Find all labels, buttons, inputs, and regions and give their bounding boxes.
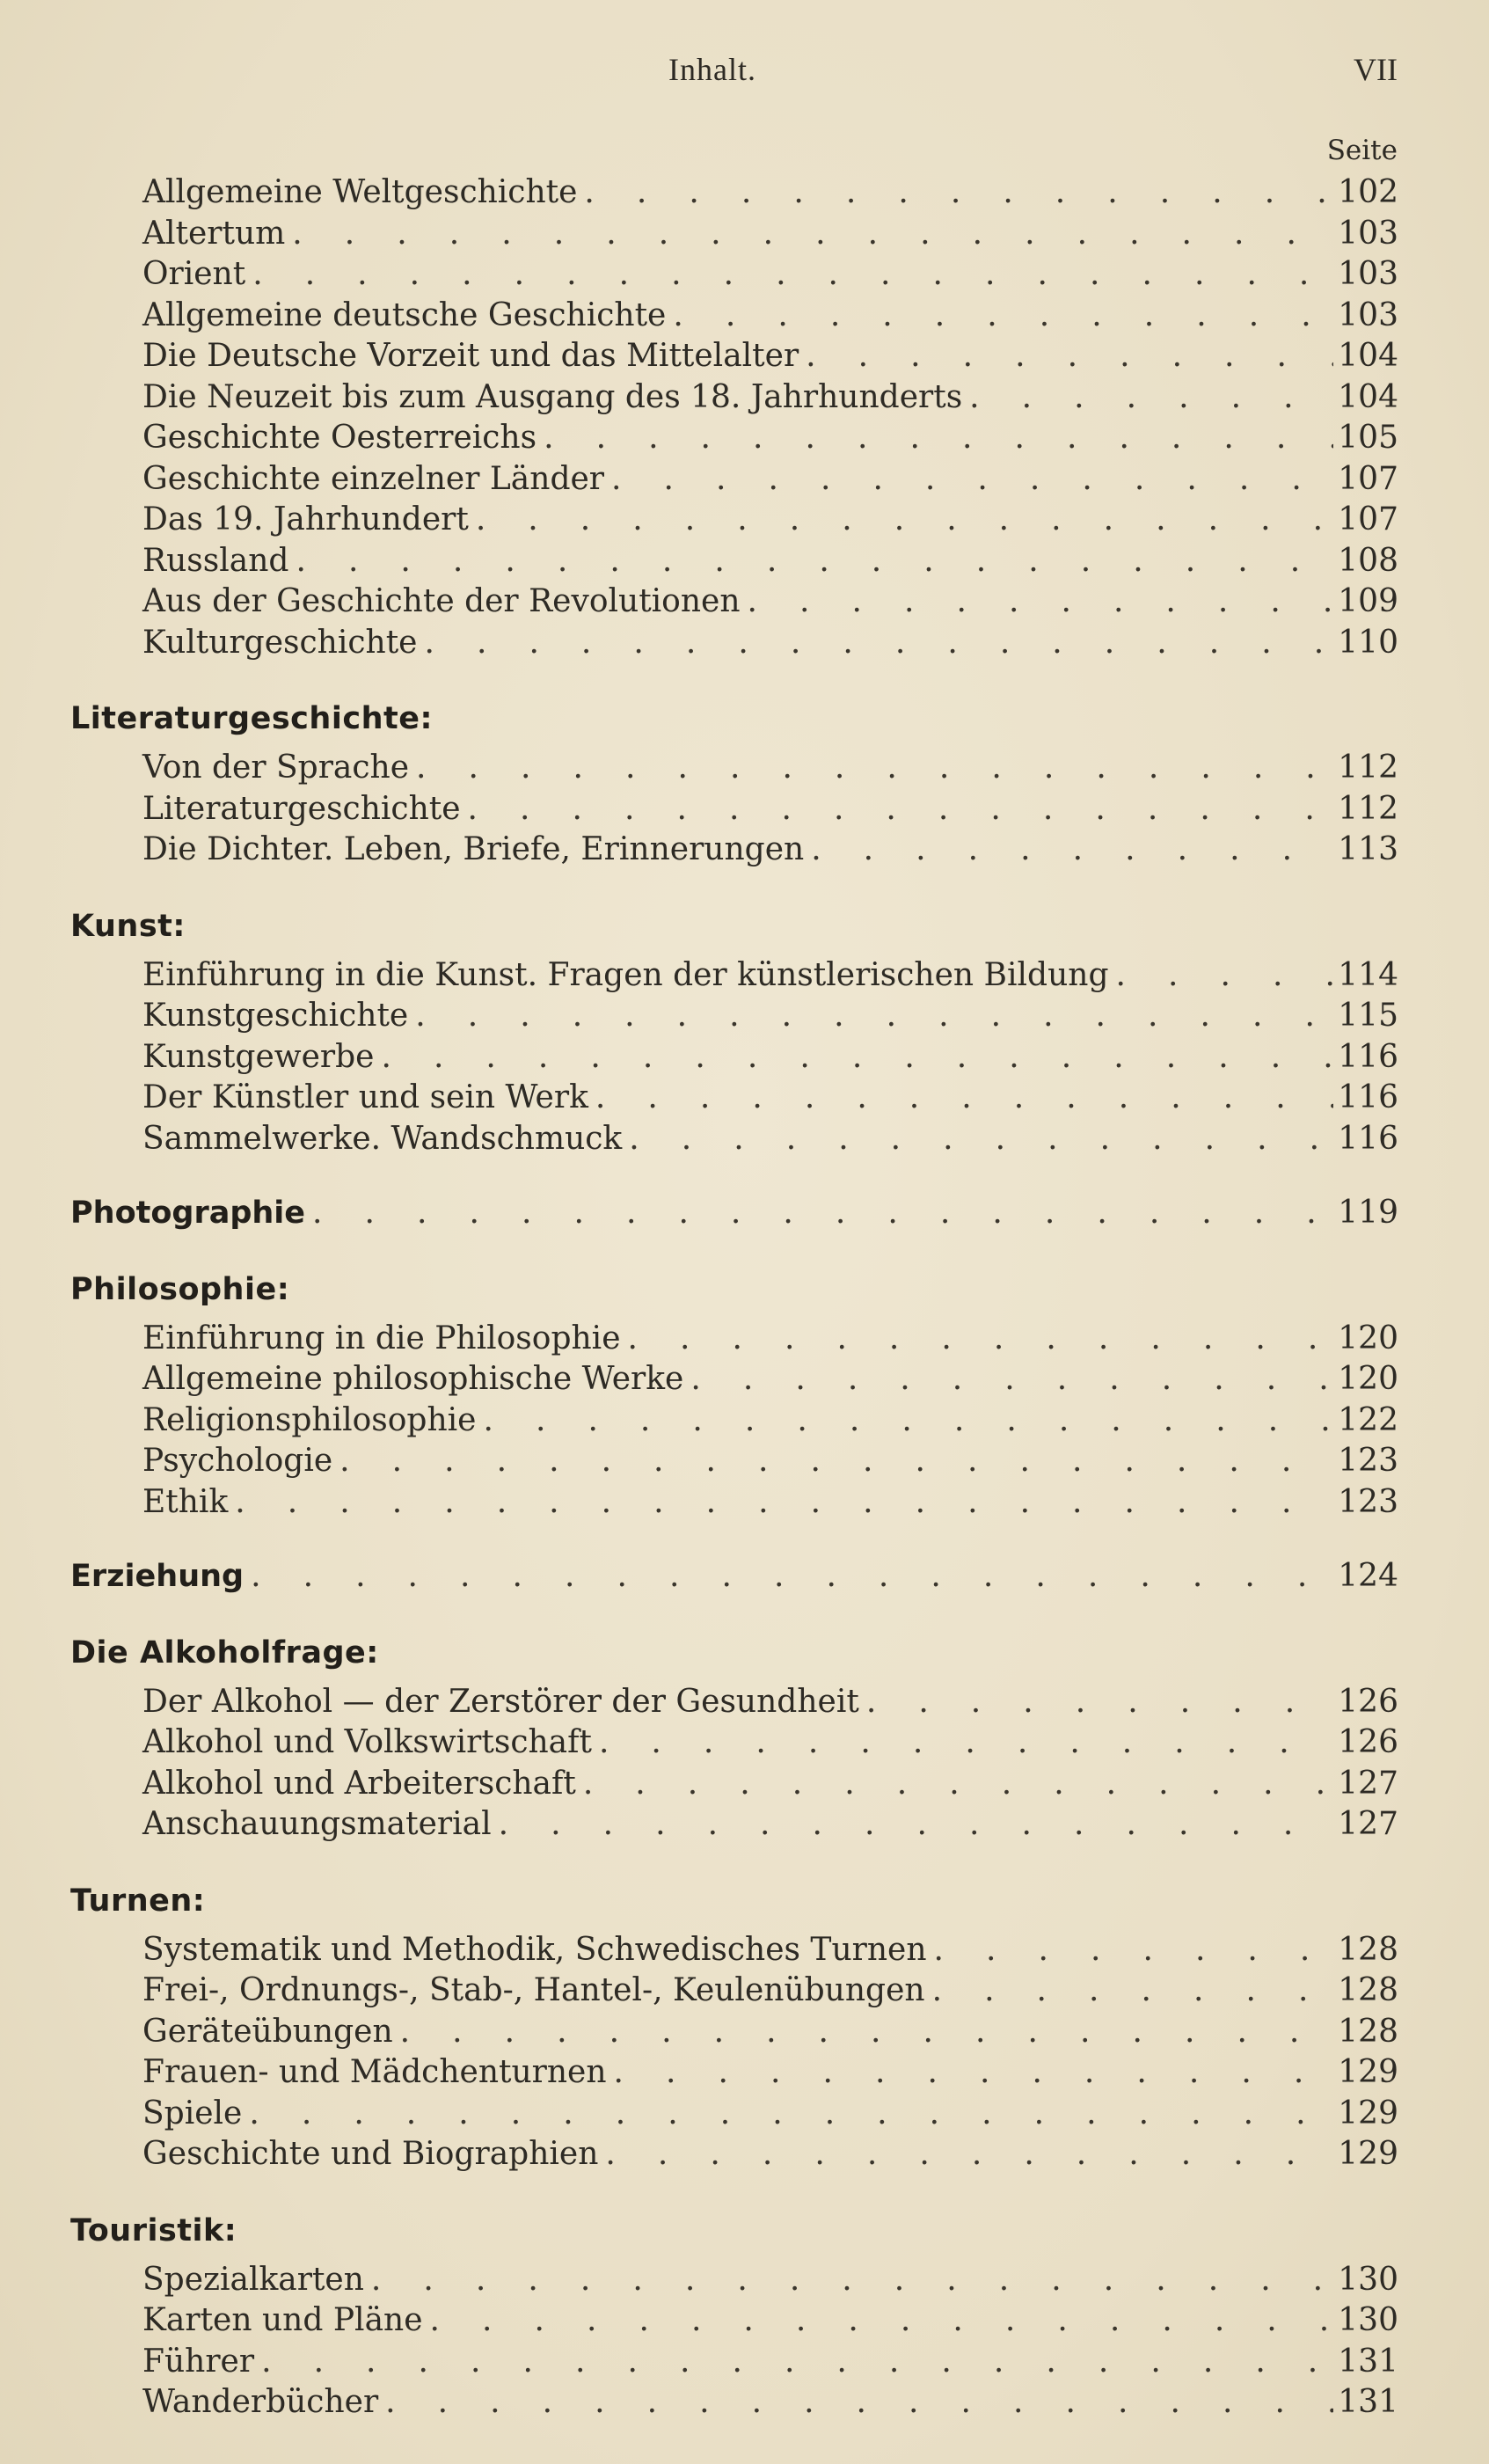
dot-leader bbox=[235, 1482, 1333, 1524]
toc-entry bbox=[70, 1482, 1398, 1524]
entry-page-number: 128 bbox=[1338, 2013, 1398, 2050]
entry-page-number: 116 bbox=[1338, 1079, 1398, 1115]
toc-entry bbox=[70, 1764, 1398, 1805]
dot-leader bbox=[932, 1970, 1333, 2012]
toc-entry bbox=[70, 2012, 1398, 2053]
entry-page-number: 115 bbox=[1338, 998, 1398, 1034]
entry-label: Allgemeine Weltgeschichte bbox=[142, 174, 578, 210]
entry-label: Frauen- und Mädchenturnen bbox=[142, 2054, 607, 2090]
toc-entry bbox=[70, 459, 1398, 501]
entry-label: Photographie bbox=[70, 1195, 306, 1231]
entry-label: Frei-, Ordnungs-, Stab-, Hantel-, Keulenübungen bbox=[142, 1972, 925, 2008]
entry-page-number: 124 bbox=[1338, 1558, 1398, 1594]
entry-label: Kunstgewerbe bbox=[142, 1038, 375, 1075]
entry-page-number: 104 bbox=[1338, 338, 1398, 374]
section-heading: Kunst: bbox=[70, 908, 186, 944]
entry-label: Die Dichter. Leben, Briefe, Erinnerungen bbox=[142, 831, 805, 867]
dot-leader bbox=[499, 1804, 1333, 1846]
dot-leader bbox=[934, 1930, 1333, 1971]
section-kunst bbox=[70, 904, 1398, 1160]
section-literaturgeschichte bbox=[70, 697, 1398, 871]
toc-entry bbox=[70, 748, 1398, 789]
entry-label: Spiele bbox=[142, 2095, 243, 2131]
dot-leader bbox=[261, 2342, 1333, 2383]
entry-page-number: 126 bbox=[1338, 1683, 1398, 1720]
toc-entry bbox=[70, 2094, 1398, 2135]
section-heading: Die Alkoholfrage: bbox=[70, 1634, 379, 1671]
entry-page-number: 126 bbox=[1338, 1724, 1398, 1760]
section-erziehung bbox=[70, 1556, 1398, 1598]
toc-entry bbox=[70, 172, 1398, 214]
entry-label: Von der Sprache bbox=[142, 749, 410, 786]
entry-page-number: 103 bbox=[1338, 215, 1398, 252]
toc-entry bbox=[70, 789, 1398, 830]
entry-page-number: 123 bbox=[1338, 1483, 1398, 1520]
entry-page-number: 107 bbox=[1338, 460, 1398, 497]
dot-leader bbox=[415, 996, 1333, 1037]
dot-leader bbox=[430, 2300, 1333, 2342]
entry-page-number: 128 bbox=[1338, 1931, 1398, 1968]
page-number: VII bbox=[1354, 52, 1398, 87]
dot-leader bbox=[595, 1078, 1333, 1119]
toc-entry bbox=[70, 336, 1398, 377]
section-spacer bbox=[70, 1846, 1398, 1879]
section-heading-entry bbox=[70, 1193, 1398, 1234]
toc-entry bbox=[70, 1804, 1398, 1846]
entry-label: Kunstgeschichte bbox=[142, 998, 409, 1034]
entry-label: Aus der Geschichte der Revolutionen bbox=[142, 583, 741, 619]
entry-page-number: 129 bbox=[1338, 2054, 1398, 2090]
entry-label: Literaturgeschichte bbox=[142, 790, 461, 827]
entry-label: Das 19. Jahrhundert bbox=[142, 501, 469, 537]
section-alkoholfrage bbox=[70, 1631, 1398, 1846]
dot-leader bbox=[584, 172, 1333, 214]
entry-page-number: 112 bbox=[1338, 790, 1398, 827]
section-heading: Philosophie: bbox=[70, 1271, 290, 1307]
entry-label: Führer bbox=[142, 2343, 255, 2380]
dot-leader bbox=[748, 581, 1333, 623]
dot-leader bbox=[385, 2382, 1333, 2424]
dot-leader bbox=[249, 2094, 1333, 2135]
dot-leader bbox=[400, 2012, 1333, 2053]
toc-entry bbox=[70, 377, 1398, 419]
toc-entry bbox=[70, 996, 1398, 1037]
entry-label: Anschauungsmaterial bbox=[142, 1806, 492, 1842]
entry-label: Sammelwerke. Wandschmuck bbox=[142, 1120, 623, 1157]
entry-label: Geschichte einzelner Länder bbox=[142, 460, 605, 497]
entry-page-number: 120 bbox=[1338, 1361, 1398, 1397]
dot-leader bbox=[866, 1682, 1333, 1723]
dot-leader bbox=[969, 377, 1333, 419]
entry-label: Geschichte Oesterreichs bbox=[142, 420, 537, 456]
entry-page-number: 130 bbox=[1338, 2261, 1398, 2298]
section-geschichte bbox=[70, 172, 1398, 663]
dot-leader bbox=[483, 1400, 1333, 1442]
page-column-label: Seite bbox=[1326, 135, 1398, 166]
entry-page-number: 110 bbox=[1338, 624, 1398, 661]
toc-entry bbox=[70, 2342, 1398, 2383]
section-heading: Literaturgeschichte: bbox=[70, 701, 433, 736]
section-spacer bbox=[70, 2175, 1398, 2209]
dot-leader bbox=[252, 254, 1333, 296]
dot-leader bbox=[629, 1119, 1333, 1160]
toc-entry bbox=[70, 1441, 1398, 1482]
dot-leader bbox=[605, 2134, 1333, 2175]
dot-leader bbox=[468, 789, 1333, 830]
dot-leader bbox=[292, 214, 1333, 255]
entry-label: Geschichte und Biographien bbox=[142, 2136, 599, 2172]
entry-label: Die Deutsche Vorzeit und das Mittelalter bbox=[142, 338, 799, 374]
toc-entry bbox=[70, 1319, 1398, 1360]
section-spacer bbox=[70, 1523, 1398, 1556]
dot-leader bbox=[339, 1441, 1333, 1482]
entry-label: Altertum bbox=[142, 215, 286, 252]
entry-label: Alkohol und Volkswirtschaft bbox=[142, 1724, 592, 1760]
dot-leader bbox=[476, 500, 1333, 541]
entry-page-number: 127 bbox=[1338, 1806, 1398, 1842]
dot-leader bbox=[1116, 955, 1334, 997]
toc-entry bbox=[70, 296, 1398, 337]
entry-page-number: 131 bbox=[1338, 2384, 1398, 2420]
section-touristik bbox=[70, 2209, 1398, 2424]
toc-entry bbox=[70, 254, 1398, 296]
entry-page-number: 109 bbox=[1338, 583, 1398, 619]
dot-leader bbox=[599, 1722, 1333, 1764]
entry-label: Psychologie bbox=[142, 1443, 333, 1479]
dot-leader bbox=[614, 2052, 1333, 2094]
entry-page-number: 108 bbox=[1338, 542, 1398, 579]
toc-entry bbox=[70, 623, 1398, 664]
entry-page-number: 103 bbox=[1338, 296, 1398, 333]
entry-page-number: 103 bbox=[1338, 256, 1398, 292]
toc-entry bbox=[70, 1930, 1398, 1971]
entry-page-number: 105 bbox=[1338, 420, 1398, 456]
entry-label: Allgemeine deutsche Geschichte bbox=[142, 296, 667, 333]
entry-label: Der Künstler und sein Werk bbox=[142, 1079, 588, 1115]
toc-entry bbox=[70, 541, 1398, 582]
toc-entry bbox=[70, 1682, 1398, 1723]
entry-label: Systematik und Methodik, Schwedisches Turnen bbox=[142, 1931, 927, 1968]
toc-entry bbox=[70, 581, 1398, 623]
entry-label: Erziehung bbox=[70, 1559, 245, 1594]
entry-label: Die Neuzeit bis zum Ausgang des 18. Jahrhunderts bbox=[142, 378, 963, 415]
table-of-contents bbox=[70, 172, 1398, 2424]
entry-label: Wanderbücher bbox=[142, 2384, 379, 2420]
section-spacer bbox=[70, 1159, 1398, 1193]
entry-page-number: 102 bbox=[1338, 174, 1398, 210]
dot-leader bbox=[371, 2260, 1333, 2301]
entry-page-number: 128 bbox=[1338, 1972, 1398, 2008]
section-heading: Touristik: bbox=[70, 2212, 237, 2248]
section-heading: Turnen: bbox=[70, 1883, 206, 1919]
section-spacer bbox=[70, 1598, 1398, 1631]
toc-entry bbox=[70, 1119, 1398, 1160]
dot-leader bbox=[296, 541, 1333, 582]
entry-page-number: 112 bbox=[1338, 749, 1398, 786]
toc-entry bbox=[70, 1722, 1398, 1764]
toc-entry bbox=[70, 2300, 1398, 2342]
dot-leader bbox=[381, 1037, 1333, 1078]
entry-label: Kulturgeschichte bbox=[142, 624, 418, 661]
toc-entry bbox=[70, 2260, 1398, 2301]
entry-page-number: 116 bbox=[1338, 1120, 1398, 1157]
entry-page-number: 129 bbox=[1338, 2136, 1398, 2172]
dot-leader bbox=[690, 1359, 1333, 1400]
entry-label: Spezialkarten bbox=[142, 2261, 364, 2298]
entry-page-number: 130 bbox=[1338, 2302, 1398, 2338]
entry-label: Russland bbox=[142, 542, 289, 579]
entry-page-number: 120 bbox=[1338, 1320, 1398, 1356]
toc-entry bbox=[70, 830, 1398, 871]
toc-entry bbox=[70, 214, 1398, 255]
entry-label: Geräteübungen bbox=[142, 2013, 393, 2050]
dot-leader bbox=[811, 830, 1333, 871]
entry-page-number: 114 bbox=[1338, 956, 1398, 993]
running-head-title: Inhalt. bbox=[668, 52, 756, 87]
entry-page-number: 131 bbox=[1338, 2343, 1398, 2380]
dot-leader bbox=[673, 296, 1333, 337]
entry-page-number: 107 bbox=[1338, 501, 1398, 537]
dot-leader bbox=[806, 336, 1333, 377]
entry-label: Karten und Pläne bbox=[142, 2302, 423, 2338]
toc-entry bbox=[70, 955, 1398, 997]
entry-page-number: 122 bbox=[1338, 1401, 1398, 1438]
dot-leader bbox=[628, 1319, 1334, 1360]
entry-label: Einführung in die Philosophie bbox=[142, 1320, 621, 1356]
section-spacer bbox=[70, 1234, 1398, 1268]
section-spacer bbox=[70, 663, 1398, 697]
dot-leader bbox=[416, 748, 1333, 789]
toc-entry bbox=[70, 1400, 1398, 1442]
entry-page-number: 127 bbox=[1338, 1765, 1398, 1802]
entry-page-number: 129 bbox=[1338, 2095, 1398, 2131]
running-head bbox=[0, 51, 1489, 104]
dot-leader bbox=[312, 1193, 1333, 1234]
toc-entry bbox=[70, 1037, 1398, 1078]
toc-entry bbox=[70, 1970, 1398, 2012]
section-heading-entry bbox=[70, 1556, 1398, 1598]
entry-label: Religionsphilosophie bbox=[142, 1401, 477, 1438]
section-spacer bbox=[70, 871, 1398, 904]
entry-label: Einführung in die Kunst. Fragen der künstlerischen Bildung bbox=[142, 956, 1109, 993]
toc-entry bbox=[70, 2382, 1398, 2424]
section-photographie bbox=[70, 1193, 1398, 1234]
entry-label: Allgemeine philosophische Werke bbox=[142, 1361, 684, 1397]
dot-leader bbox=[611, 459, 1333, 501]
dot-leader bbox=[544, 418, 1333, 459]
dot-leader bbox=[251, 1556, 1333, 1598]
entry-page-number: 123 bbox=[1338, 1443, 1398, 1479]
toc-entry bbox=[70, 1078, 1398, 1119]
toc-entry bbox=[70, 1359, 1398, 1400]
entry-label: Alkohol und Arbeiterschaft bbox=[142, 1765, 576, 1802]
entry-label: Der Alkohol — der Zerstörer der Gesundheit bbox=[142, 1683, 859, 1720]
toc-entry bbox=[70, 2052, 1398, 2094]
entry-label: Ethik bbox=[142, 1483, 229, 1520]
section-turnen bbox=[70, 1879, 1398, 2175]
toc-entry bbox=[70, 500, 1398, 541]
entry-page-number: 104 bbox=[1338, 378, 1398, 415]
entry-page-number: 113 bbox=[1338, 831, 1398, 867]
entry-page-number: 119 bbox=[1338, 1195, 1398, 1231]
entry-page-number: 116 bbox=[1338, 1038, 1398, 1075]
entry-label: Orient bbox=[142, 256, 246, 292]
toc-entry bbox=[70, 418, 1398, 459]
toc-entry bbox=[70, 2134, 1398, 2175]
dot-leader bbox=[583, 1764, 1333, 1805]
section-philosophie bbox=[70, 1268, 1398, 1524]
dot-leader bbox=[424, 623, 1333, 664]
